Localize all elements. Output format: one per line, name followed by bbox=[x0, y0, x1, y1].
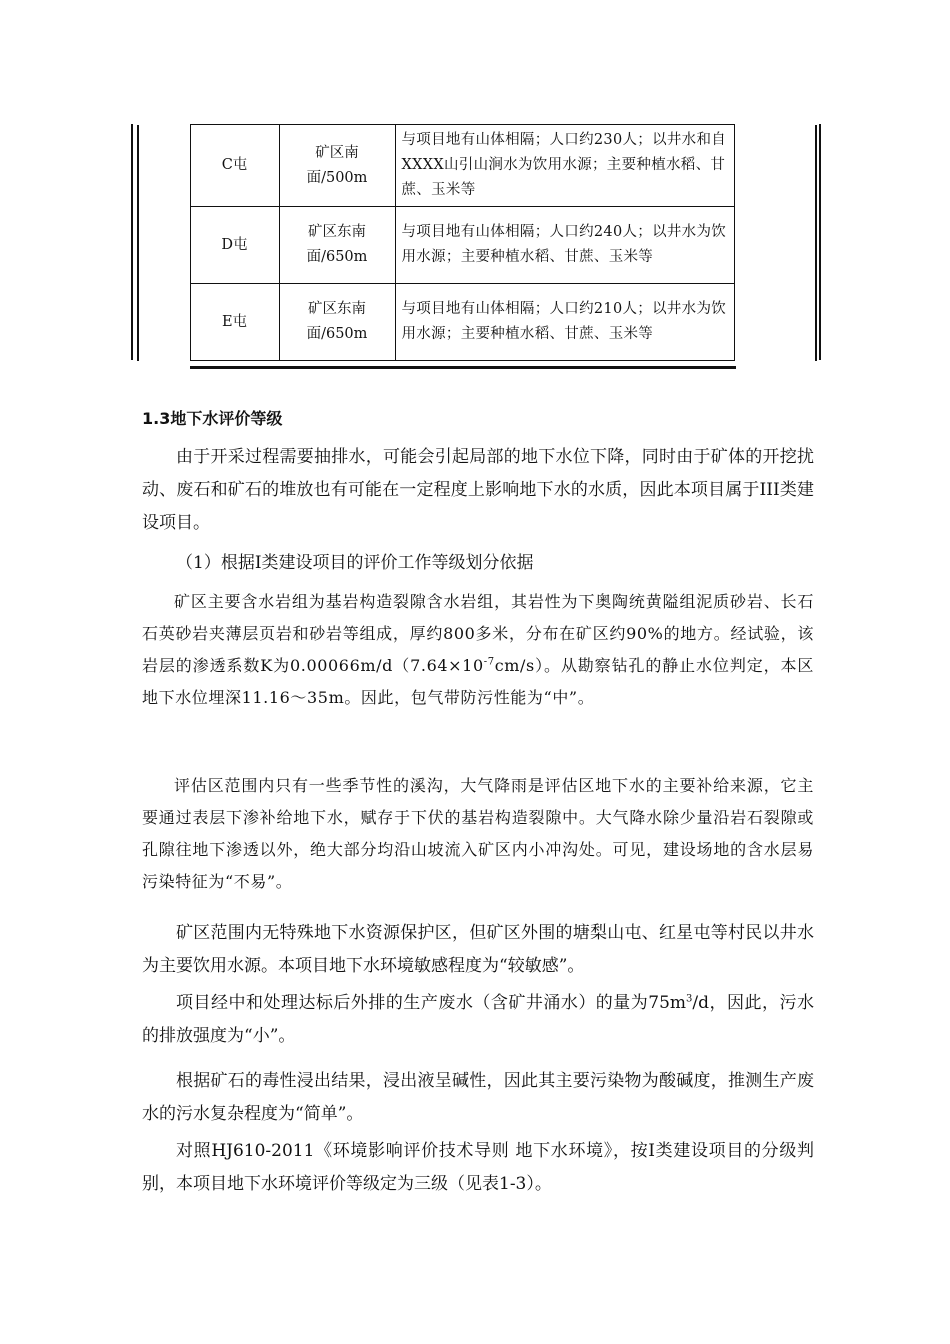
paragraph: 根据矿石的毒性浸出结果，浸出液呈碱性，因此其主要污染物为酸碱度，推测生产废水的污水复杂程度为“简单”。 bbox=[142, 1071, 814, 1124]
section-heading: 1.3地下水评价等级 bbox=[142, 409, 283, 428]
table-row bbox=[138, 207, 816, 284]
village-name: C屯 bbox=[190, 125, 279, 207]
table-bottom-rule bbox=[190, 366, 736, 369]
village-description: 与项目地有山体相隔；人口约240人；以井水为饮用水源；主要种植水稻、甘蔗、玉米等 bbox=[395, 207, 734, 284]
village-name: D屯 bbox=[190, 207, 279, 284]
table-row bbox=[138, 284, 816, 361]
paragraph: 矿区范围内无特殊地下水资源保护区，但矿区外围的塘梨山屯、红星屯等村民以井水为主要饮用水源。本项目地下水环境敏感程度为“较敏感”。 bbox=[142, 923, 814, 976]
paragraph: 由于开采过程需要抽排水，可能会引起局部的地下水位下降，同时由于矿体的开挖扰动、废石和矿石的堆放也有可能在一定程度上影响地下水的水质，因此本项目属于III类建设项目。 bbox=[142, 447, 814, 533]
paragraph: 对照HJ610-2011《环境影响评价技术导则 地下水环境》，按Ⅰ类建设项目的分级判别，本项目地下水环境评价等级定为三级（见表1-3）。 bbox=[142, 1141, 814, 1194]
sensitive-targets-table bbox=[131, 124, 821, 360]
paragraph: （1）根据Ⅰ类建设项目的评价工作等级划分依据 bbox=[176, 553, 534, 573]
village-description: 与项目地有山体相隔；人口约230人；以井水和自XXXX山引山涧水为饮用水源；主要种植水稻、甘蔗、玉米等 bbox=[395, 125, 734, 207]
table-outer-border-left bbox=[131, 124, 133, 360]
village-direction: 矿区东南面/650m bbox=[279, 207, 395, 284]
village-name: E屯 bbox=[190, 284, 279, 361]
village-direction: 矿区南面/500m bbox=[279, 125, 395, 207]
village-description: 与项目地有山体相隔；人口约210人；以井水为饮用水源；主要种植水稻、甘蔗、玉米等 bbox=[395, 284, 734, 361]
table-row bbox=[138, 125, 816, 207]
table-outer-border-right bbox=[819, 124, 821, 360]
paragraph: 评估区范围内只有一些季节性的溪沟，大气降雨是评估区地下水的主要补给来源，它主要通过表层下渗补给地下水，赋存于下伏的基岩构造裂隙中。大气降水除少量沿岩石裂隙或孔隙往地下渗透以外，绝大部分均沿山坡流入矿区内小冲沟处。可见，建设场地的含水层易污染特征为“不易”。 bbox=[142, 776, 814, 891]
table bbox=[137, 124, 817, 361]
paragraph: 矿区主要含水岩组为基岩构造裂隙含水岩组，其岩性为下奥陶统黄隘组泥质砂岩、长石石英砂岩夹薄层页岩和砂岩等组成，厚约800多米，分布在矿区约90%的地方。经试验，该岩层的渗透系数K为$0.00066m/d(7.64\times 10^{-7}cm/s)$。从勘察钻孔的静止水位判定，本区地下水位埋深11.16～35m。因此，包气带防污性能为“中”。 bbox=[142, 592, 814, 707]
table-cell-empty bbox=[138, 125, 190, 361]
paragraph: 项目经中和处理达标后外排的生产废水（含矿井涌水）的量为$75m^3/d$，因此，污水的排放强度为“小”。 bbox=[142, 993, 814, 1046]
table-cell-empty bbox=[734, 125, 816, 361]
village-direction: 矿区东南面/650m bbox=[279, 284, 395, 361]
